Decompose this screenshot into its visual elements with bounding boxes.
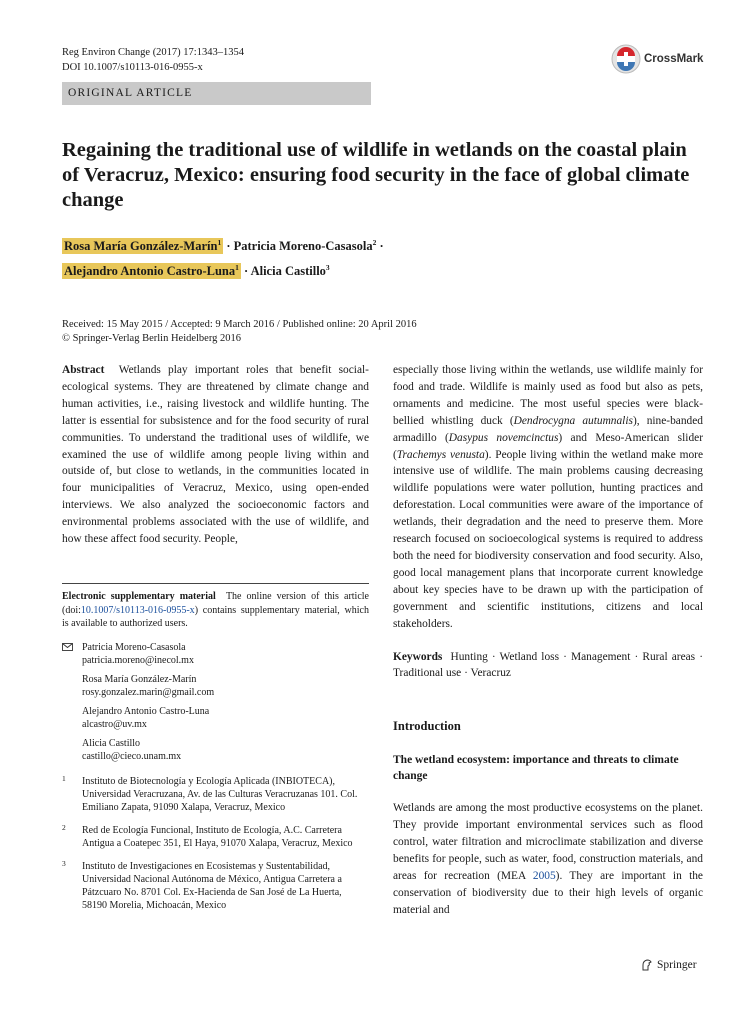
abstract-paragraph: Abstract Wetlands play important roles that benefit social-ecological systems. They are threatened by climate change and human activities, i.e., raising livestock and wildlife hunting. The latter is essential for subsistence and for the food security of rural communities. To understand the traditional uses of wildlife, we examined the use of wildlife among people living within and outside of, but close to wetlands, in the communities located in four municipalities of Veracruz, Mexico, using open-ended interviews. We also analyzed the socioeconomic factors and environmental problems associated with the use of wildlife, and how these affect food security. People, [62,364,369,546]
esm-label: Electronic supplementary material [62,591,216,602]
subsection-heading: The wetland ecosystem: importance and threats to climate change [393,754,679,783]
contact-entry [62,705,369,731]
contact-entry [62,641,369,667]
affiliation-entry [62,860,369,912]
contact-email[interactable]: rosy.gonzalez.marin@gmail.com [82,687,215,698]
crossmark-label: CrossMark [644,53,704,65]
contact-email[interactable]: castillo@cieco.unam.mx [82,751,182,762]
dates-line: Received: 15 May 2015 / Accepted: 9 March 2016 / Published online: 20 April 2016 [62,319,417,330]
doi-line: DOI 10.1007/s10113-016-0955-x [62,62,203,73]
affiliation-text: Instituto de Investigaciones en Ecosistemas y Sustentabilidad, Universidad Nacional Autónoma de México, Antigua Carretera a Pátzcuaro No. 8701 Col. Ex-Hacienda de San José de La Huerta, 58190 Morelia, Michoacán, Mexico [82,861,342,911]
species-name: Trachemys venusta [396,448,485,461]
abstract-label: Abstract [62,364,105,376]
affiliation-list [62,775,369,922]
contact-entry [62,673,369,699]
copyright-line: © Springer-Verlag Berlin Heidelberg 2016 [62,333,242,344]
footnote-divider [62,583,369,584]
publisher-footer [640,958,697,972]
author-2[interactable]: Patricia Moreno-Casasola$^2$ [233,238,377,254]
affiliation-number: 3 [62,859,66,868]
affiliation-text: Instituto de Biotecnología y Ecología Aplicada (INBIOTECA), Universidad Veracruzana, Av. de las Culturas Veracruzanas 101. Col. Emiliano Zapata, 91090 Xalapa, Veracruz, Mexico [82,776,358,813]
publication-dates [62,318,417,346]
envelope-icon [62,643,73,651]
contact-name: Alicia Castillo [82,738,141,749]
contact-email[interactable]: alcastro@uv.mx [82,719,147,730]
springer-horse-icon [640,958,654,972]
contact-list [62,641,369,769]
author-4[interactable]: Alicia Castillo$^3$ [250,263,330,279]
journal-citation [62,45,244,75]
abstract-continued: especially those living within the wetlands, use wildlife mainly for food and trade. Wildlife is mainly used as food but also as pets, ornaments and medicine. The most useful species were black-bellied whistling duck (Dendrocygna autumnalis), nine-banded armadillo (Dasypus novemcinctus) and Meso-American slider (Trachemys venusta). People living within the wetland make more intensive use of wildlife. The main problems causing decreasing wildlife populations were water pollution, hunting practices and deforestation. Local communities were aware of the importance of wetlands, their degradation and the need to preserve them. More research focused on socioecological systems is required to address both the need for biodiversity conservation and food security. Also, good local management plans that incorporate current knowledge about key species have to be drawn up with the participation of government and scientific institutions, citizens and local stakeholders. [393,364,703,630]
section-heading: Introduction [393,719,461,734]
affiliation-number: 2 [62,823,66,832]
affiliation-number: 1 [62,774,66,783]
species-name: Dasypus novemcinctus [448,431,559,444]
right-column [393,362,703,919]
article-title: Regaining the traditional use of wildlife in wetlands on the coastal plain of Veracruz, Mexico: ensuring food security in the face of global climate change [62,139,690,211]
citation-link[interactable]: 2005 [532,869,556,882]
contact-entry [62,737,369,763]
crossmark-icon [611,44,641,74]
contact-name: Patricia Moreno-Casasola [82,642,186,653]
abstract-left [62,362,369,548]
crossmark-badge[interactable] [611,44,703,74]
affiliation-entry [62,775,369,814]
author-3[interactable]: Alejandro Antonio Castro-Luna$^1$ [64,263,239,279]
affiliation-text: Red de Ecología Funcional, Instituto de Ecología, A.C. Carretera Antigua a Coatepec 351, El Haya, 91070 Xalapa, Veracruz, Mexico [82,825,353,849]
intro-paragraph: Wetlands are among the most productive ecosystems on the planet. They provide important environmental services such as flood control, water filtration and microclimate stabilization and diverse benefits for people, such as water, food, construction materials, and areas for recreation (MEA 2005). They are important in the conservation of biodiversity due to their high levels of organic material and [393,802,703,916]
contact-email[interactable]: patricia.moreno@inecol.mx [82,655,194,666]
journal-line: Reg Environ Change (2017) 17:1343–1354 [62,47,244,58]
publisher-name: Springer [657,959,697,971]
author-list: Rosa María González-Marín$^1$ · Patricia Moreno-Casasola$^2$ · Alejandro Antonio Castro-Luna$^1$ · Alicia Castillo$^3$ [64,238,384,279]
keywords-line: Keywords Hunting · Wetland loss · Management · Rural areas · Traditional use · Veracruz [393,650,703,680]
author-1[interactable]: Rosa María González-Marín$^1$ [64,238,222,254]
contact-name: Alejandro Antonio Castro-Luna [82,706,210,717]
article-type-band: ORIGINAL ARTICLE [62,82,371,105]
keywords-label: Keywords [393,650,443,663]
affiliation-entry [62,824,369,850]
esm-doi-link[interactable]: 10.1007/s10113-016-0955-x [80,604,195,616]
supplementary-note: Electronic supplementary material The online version of this article (doi:10.1007/s10113-016-0955-x) contains supplementary material, which is available to authorized users. [62,591,369,629]
contact-name: Rosa María González-Marín [82,674,197,685]
species-name: Dendrocygna autumnalis [513,414,633,427]
